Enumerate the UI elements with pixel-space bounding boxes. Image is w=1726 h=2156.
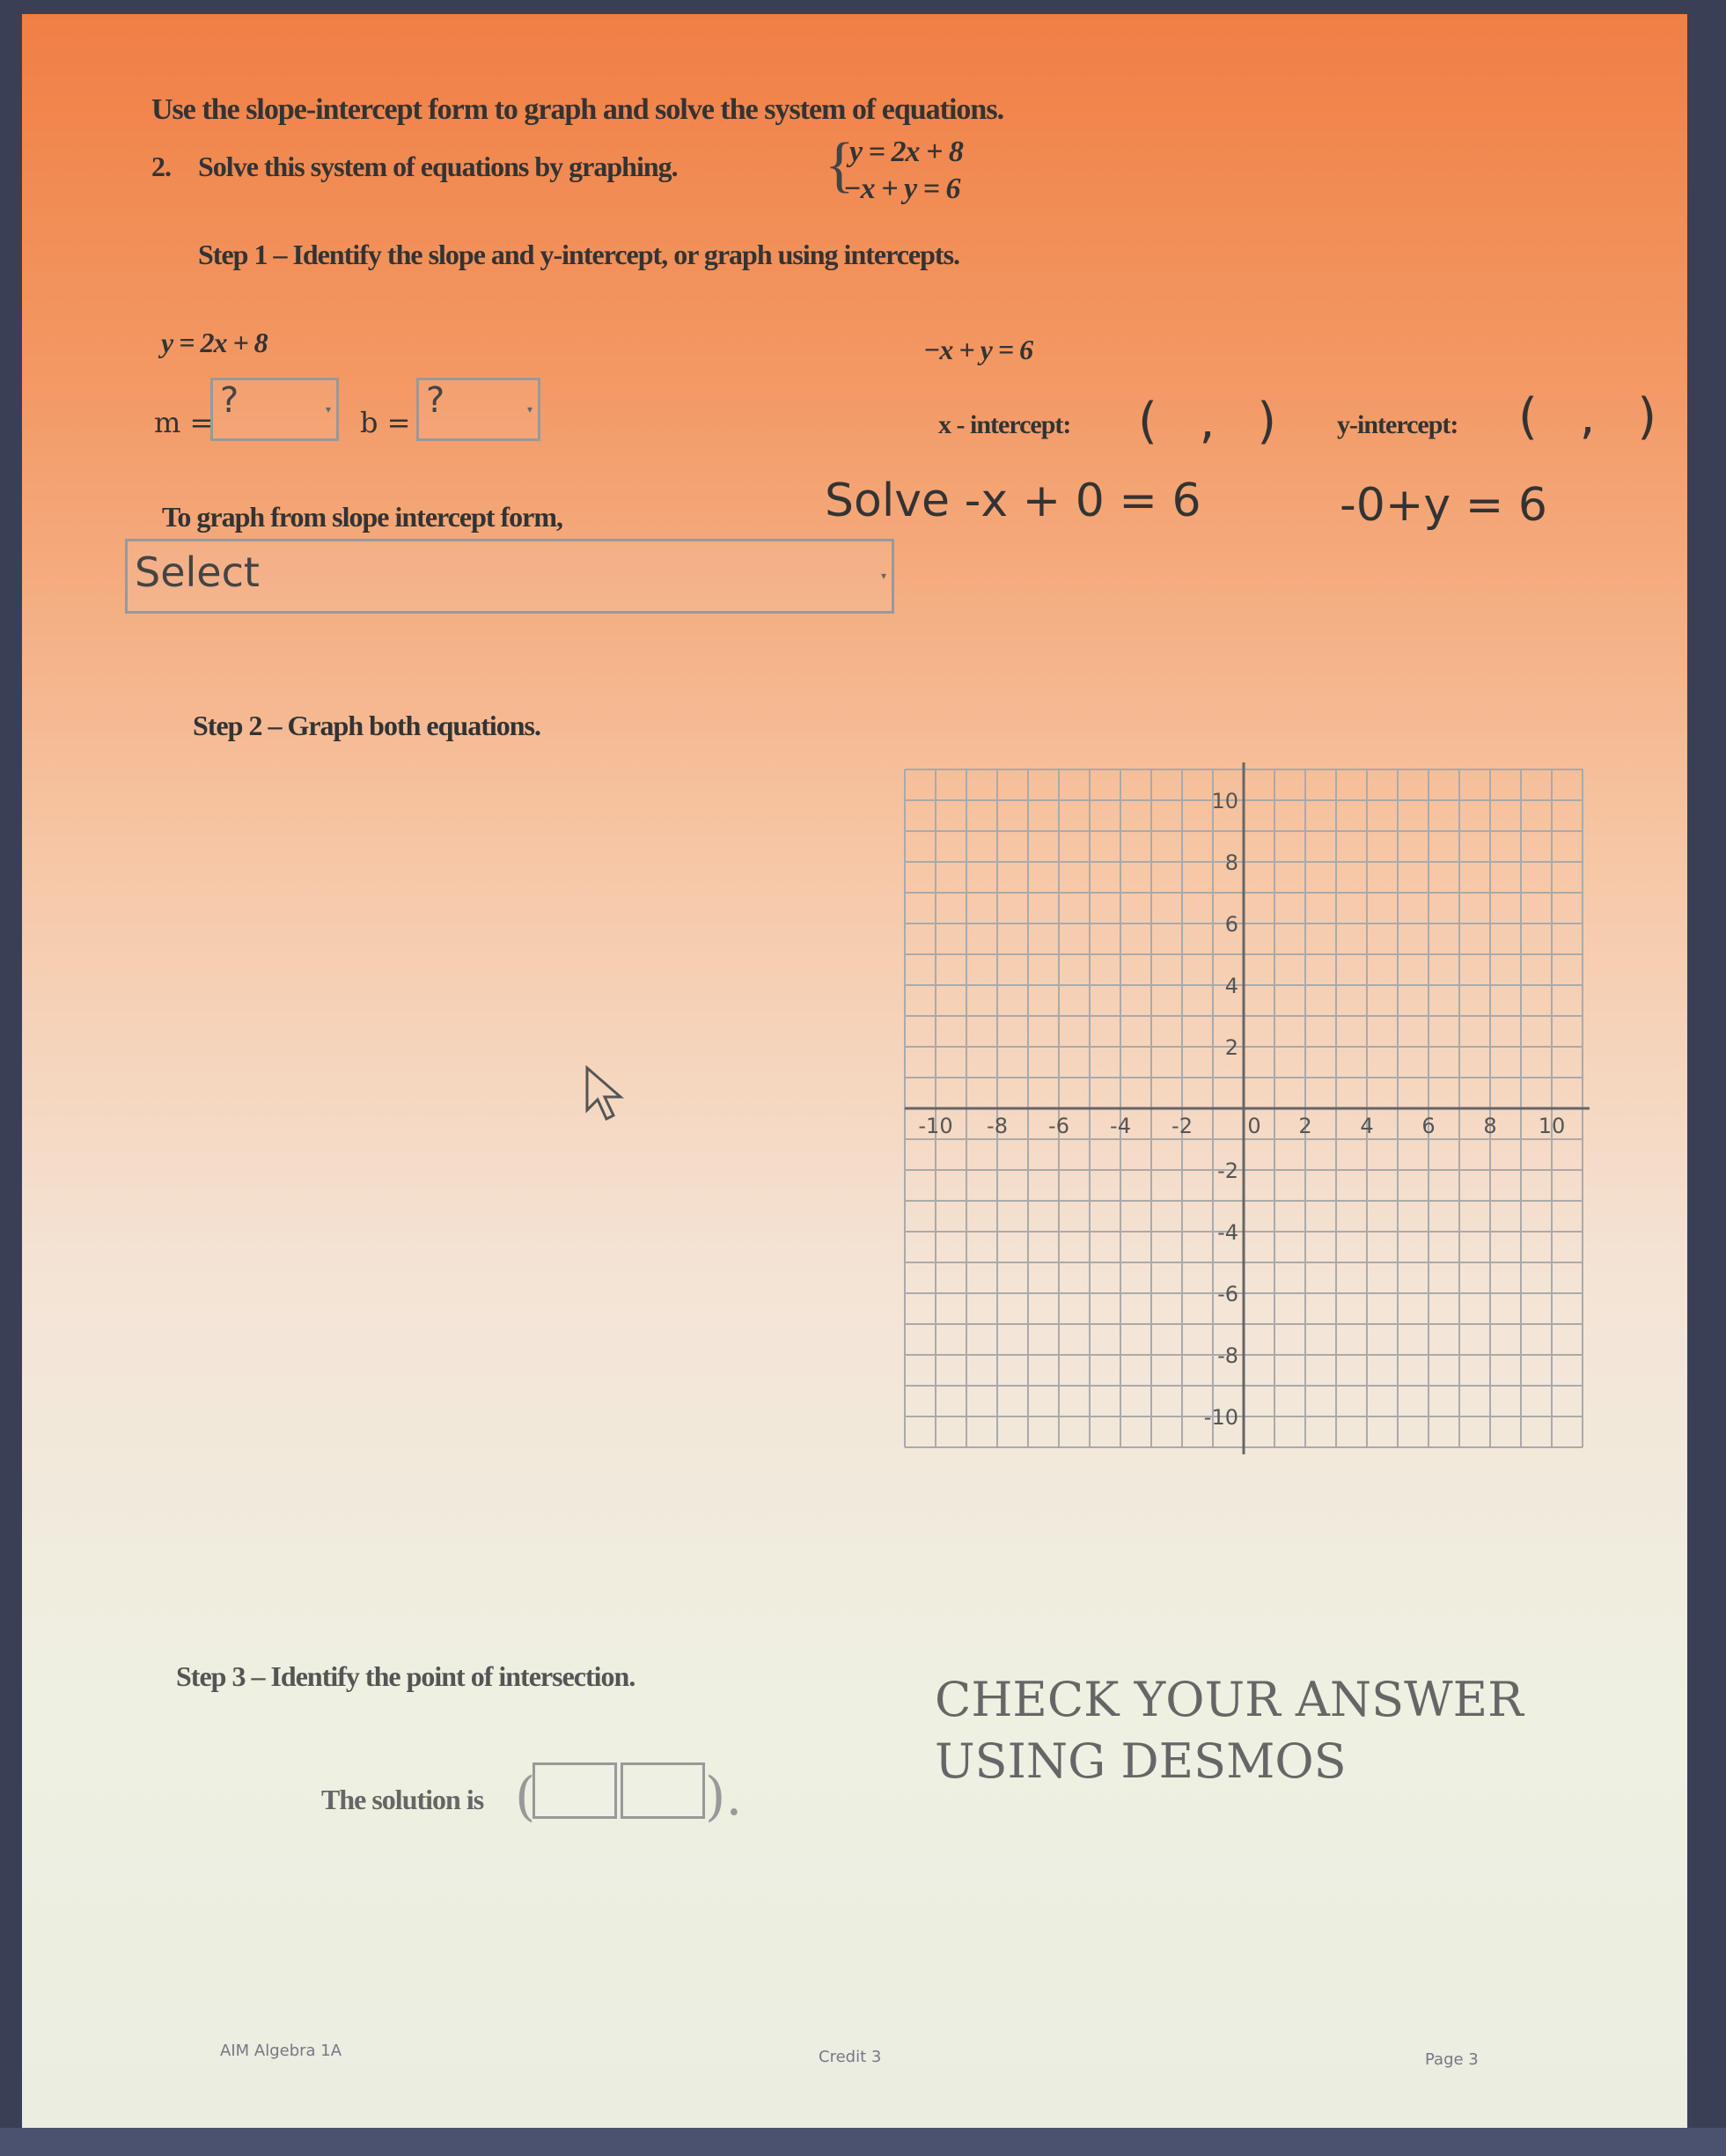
solution-label: The solution is <box>321 1784 484 1815</box>
y-tick-label: -6 <box>1217 1282 1238 1306</box>
x-tick-label: 2 <box>1298 1114 1312 1138</box>
footer-course: AIM Algebra 1A <box>220 2042 342 2060</box>
system-eq1: y = 2x + 8 <box>849 136 963 168</box>
y-tick-label: -2 <box>1217 1159 1238 1183</box>
y-tick-label: 2 <box>1224 1035 1238 1060</box>
system-brace: { <box>825 131 854 199</box>
y-tick-label: 10 <box>1211 789 1238 813</box>
x-tick-label: -2 <box>1171 1114 1193 1138</box>
step2-heading: Step 2 – Graph both equations. <box>193 710 540 741</box>
x-tick-label: -6 <box>1048 1114 1069 1138</box>
coordinate-grid[interactable] <box>22 14 1687 2128</box>
solution-y-input[interactable] <box>621 1762 705 1819</box>
y-tick-label: -4 <box>1217 1220 1238 1245</box>
problem-number: 2. <box>151 151 171 182</box>
footer-credit: Credit 3 <box>819 2048 882 2066</box>
intercept-value: ? <box>426 380 445 421</box>
chevron-down-icon: ▾ <box>325 403 331 416</box>
x-tick-label: -8 <box>987 1114 1008 1138</box>
x-tick-label: 10 <box>1538 1114 1566 1138</box>
y-tick-label: 4 <box>1224 974 1238 998</box>
x-tick-label: 0 <box>1247 1114 1261 1138</box>
footer-page: Page 3 <box>1425 2050 1479 2069</box>
open-paren: ( <box>515 1766 536 1828</box>
y-intercept-value[interactable]: ( , ) <box>1518 388 1657 445</box>
chevron-down-icon: ▾ <box>526 403 532 416</box>
y-tick-label: 6 <box>1224 912 1238 937</box>
y-tick-label: 8 <box>1224 850 1238 875</box>
chevron-down-icon: ▾ <box>880 569 886 582</box>
x-intercept-label: x - intercept: <box>938 410 1071 439</box>
x-tick-label: -4 <box>1110 1114 1131 1138</box>
solve-x-text: Solve -x + 0 = 6 <box>825 475 1201 527</box>
to-graph-label: To graph from slope intercept form, <box>162 501 563 533</box>
x-tick-label: 4 <box>1360 1114 1374 1138</box>
x-intercept-value[interactable]: ( , ) <box>1138 393 1277 450</box>
select-value: Select <box>135 548 260 596</box>
slope-value: ? <box>220 380 239 421</box>
worksheet-title: Use the slope-intercept form to graph and solve the system of equations. <box>151 93 1004 126</box>
mouse-cursor-icon <box>584 1064 628 1126</box>
x-tick-label: 6 <box>1421 1114 1436 1138</box>
b-label: b = <box>360 406 411 439</box>
worksheet-page <box>22 14 1687 2128</box>
check-desmos-text: CHECK YOUR ANSWER USING DESMOS <box>935 1672 1524 1789</box>
right-equation: −x + y = 6 <box>923 334 1033 365</box>
close-paren: ). <box>705 1766 743 1828</box>
step3-heading: Step 3 – Identify the point of intersection. <box>176 1660 635 1692</box>
y-tick-label: -10 <box>1203 1405 1238 1430</box>
problem-text: Solve this system of equations by graphing. <box>198 151 678 182</box>
system-eq2: −x + y = 6 <box>843 173 960 205</box>
solution-x-input[interactable] <box>532 1762 617 1819</box>
m-label: m = <box>154 406 214 439</box>
step1-heading: Step 1 – Identify the slope and y-intercept, or graph using intercepts. <box>198 239 960 270</box>
left-equation: y = 2x + 8 <box>161 327 268 358</box>
y-intercept-label: y-intercept: <box>1337 410 1458 439</box>
x-tick-label: -10 <box>918 1114 953 1138</box>
y-tick-label: -8 <box>1217 1343 1238 1368</box>
x-tick-label: 8 <box>1483 1114 1497 1138</box>
solve-y-text: -0+y = 6 <box>1340 479 1547 532</box>
taskbar <box>0 2128 1726 2156</box>
